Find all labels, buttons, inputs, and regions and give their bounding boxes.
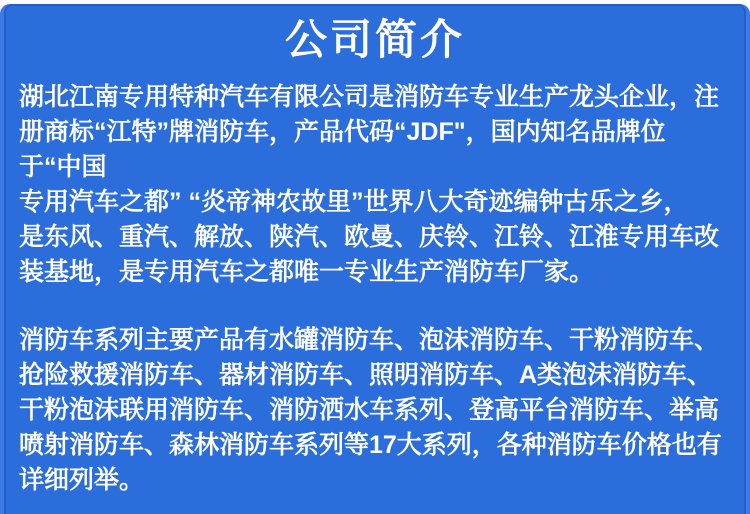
- text-line: 专用汽车之都” “炎帝神农故里”世界八大奇迹编钟古乐之乡，: [19, 188, 689, 216]
- text-line: 抢险救援消防车、器材消防车、照明消防车、A类泡沫消防车、: [19, 361, 713, 389]
- text-line: 消防车系列主要产品有水罐消防车、泡沫消防车、干粉消防车、: [19, 326, 720, 354]
- paragraph-product-series: [19, 323, 731, 498]
- paragraph-company-overview: [19, 80, 731, 290]
- text-line: 干粉泡沫联用消防车、消防洒水车系列、登高平台消防车、举高: [19, 396, 720, 424]
- text-line: 于“中国: [19, 153, 107, 181]
- text-line: 装基地，是专用汽车之都唯一专业生产消防车厂家。: [19, 258, 595, 286]
- text-line: 详细列举。: [19, 466, 145, 494]
- page-title: 公司简介: [284, 16, 465, 63]
- intro-text: [6, 65, 744, 498]
- company-intro-panel: [4, 4, 746, 514]
- text-line: 喷射消防车、森林消防车系列等17大系列，各种消防车价格也有: [19, 431, 722, 459]
- text-line: 湖北江南专用特种汽车有限公司是消防车专业生产龙头企业，注: [19, 83, 720, 111]
- text-line: 是东风、重汽、解放、陕汽、欧曼、庆铃、江铃、江淮专用车改: [19, 223, 720, 251]
- content-panel-frame: [0, 4, 750, 514]
- text-line: 册商标“江特”牌消防车，产品代码“JDF"，国内知名品牌位: [19, 118, 666, 146]
